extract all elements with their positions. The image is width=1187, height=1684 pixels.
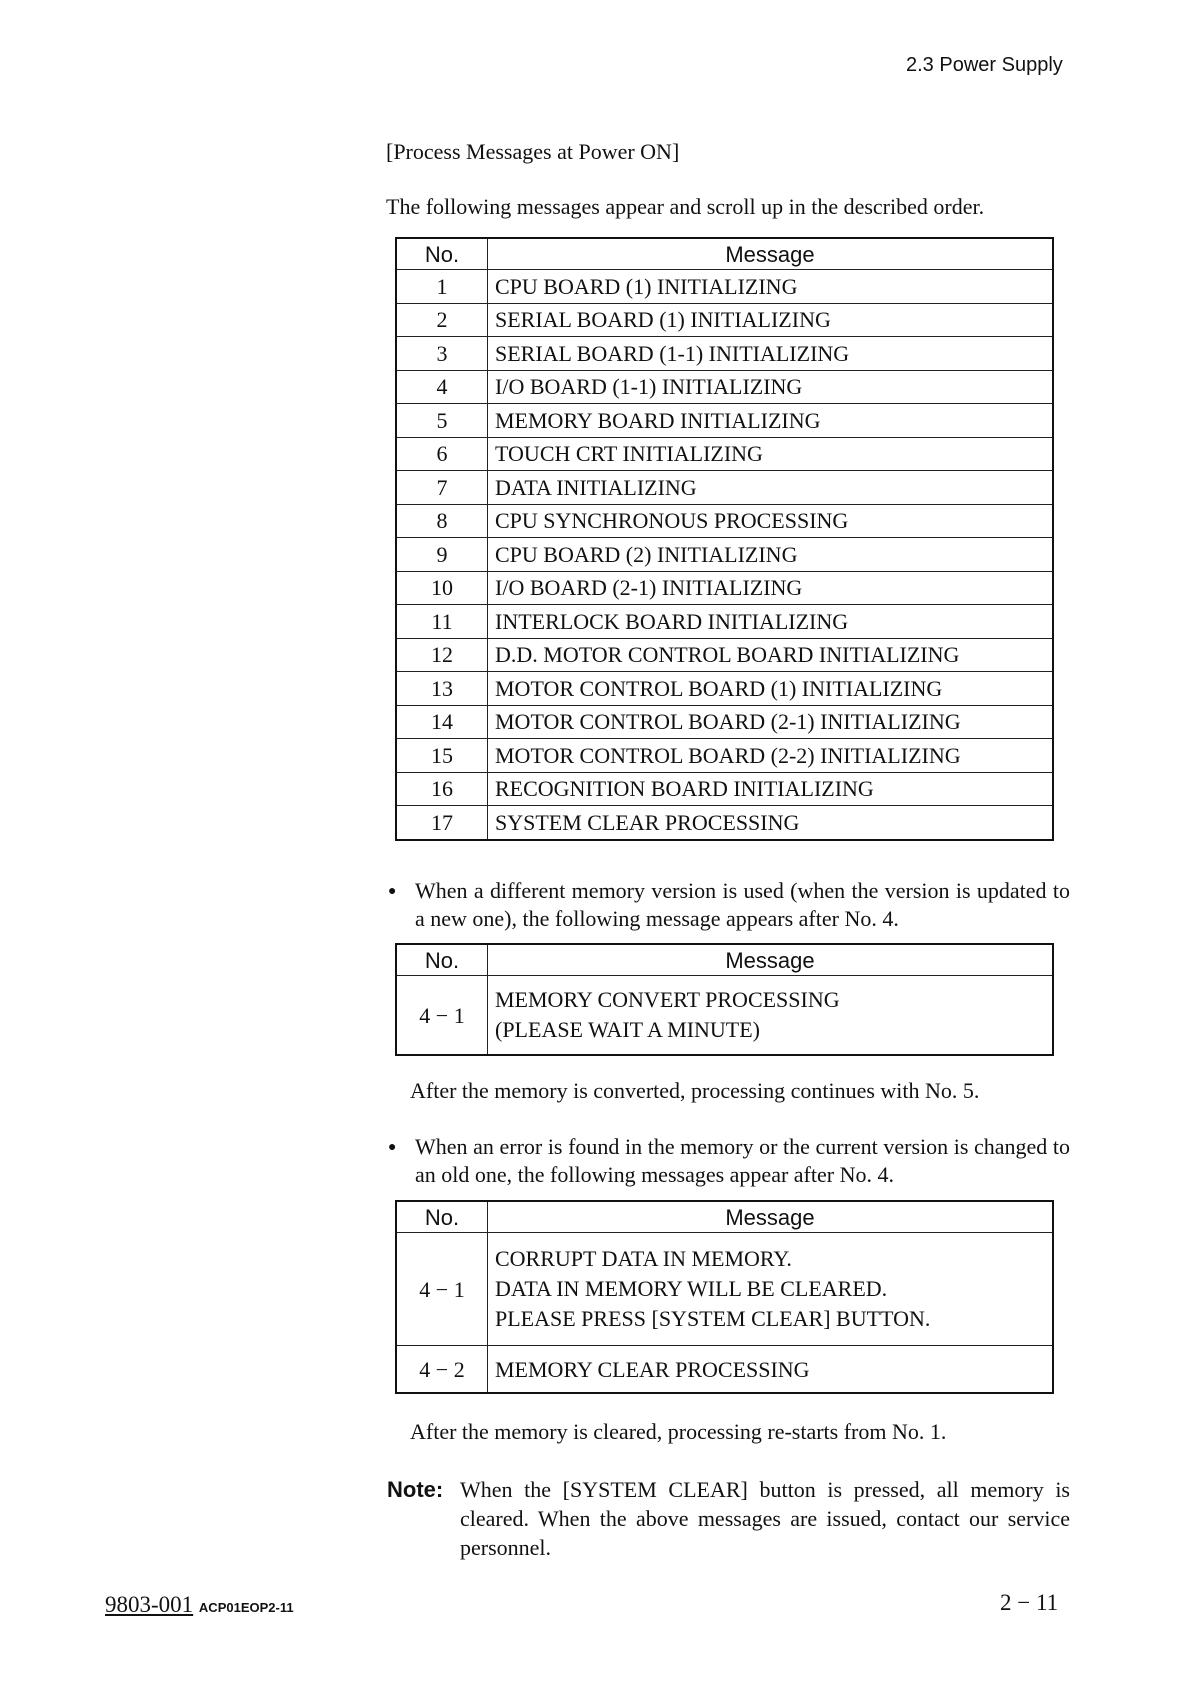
row-no: 2: [396, 303, 488, 337]
message-line: MEMORY CLEAR PROCESSING: [495, 1356, 810, 1382]
document-number: 9803-001: [105, 1592, 194, 1617]
row-message: SERIAL BOARD (1) INITIALIZING: [488, 303, 1054, 337]
table-row: [396, 538, 1053, 572]
table-row: [396, 739, 1053, 773]
message-line: DATA IN MEMORY WILL BE CLEARED.: [495, 1276, 888, 1301]
row-message: TOUCH CRT INITIALIZING: [488, 437, 1054, 471]
table-row: [396, 638, 1053, 672]
table-row: [396, 605, 1053, 639]
row-no: 1: [396, 270, 488, 304]
bullet-icon: ●: [388, 884, 397, 899]
row-message: D.D. MOTOR CONTROL BOARD INITIALIZING: [488, 638, 1054, 672]
messages-table: [395, 237, 1054, 841]
row-message: I/O BOARD (2-1) INITIALIZING: [488, 571, 1054, 605]
after-text-1: After the memory is converted, processing continues with No. 5.: [410, 1078, 980, 1103]
section-title: [Process Messages at Power ON]: [386, 139, 680, 164]
after-text-2: After the memory is cleared, processing re-starts from No. 1.: [410, 1419, 947, 1444]
row-no: 11: [396, 605, 488, 639]
row-message: MOTOR CONTROL BOARD (1) INITIALIZING: [488, 672, 1054, 706]
document-code: ACP01EOP2-11: [198, 1600, 294, 1615]
row-no: 17: [396, 806, 488, 840]
row-message: CPU SYNCHRONOUS PROCESSING: [488, 504, 1054, 538]
row-no: 4 − 1: [396, 976, 488, 1056]
table-row: [396, 437, 1053, 471]
section-header: 2.3 Power Supply: [906, 54, 1063, 76]
table-row: [396, 806, 1053, 840]
row-no: 4 − 1: [396, 1233, 488, 1346]
page-number: 2 − 11: [1000, 1590, 1059, 1615]
row-no: 6: [396, 437, 488, 471]
row-no: 16: [396, 772, 488, 806]
table-row: [396, 772, 1053, 806]
row-no: 5: [396, 404, 488, 438]
message-line: (PLEASE WAIT A MINUTE): [495, 1017, 761, 1042]
col-message: Message: [488, 1201, 1054, 1233]
message-line: CORRUPT DATA IN MEMORY.: [495, 1246, 792, 1271]
memory-error-table: [395, 1200, 1054, 1394]
table-row: [396, 370, 1053, 404]
col-no: No.: [396, 944, 488, 976]
bullet-text-2: When an error is found in the memory or the current version is changed to an old one, the following messages appear after No. 4.: [415, 1134, 1070, 1187]
row-message: CPU BOARD (2) INITIALIZING: [488, 538, 1054, 572]
bullet-icon: ●: [388, 1140, 397, 1155]
row-message: SYSTEM CLEAR PROCESSING: [488, 806, 1054, 840]
row-no: 12: [396, 638, 488, 672]
table-row: [396, 270, 1053, 304]
col-no: No.: [396, 1201, 488, 1233]
row-no: 8: [396, 504, 488, 538]
message-line: PLEASE PRESS [SYSTEM CLEAR] BUTTON.: [495, 1306, 931, 1331]
col-message: Message: [488, 944, 1054, 976]
row-message: MOTOR CONTROL BOARD (2-1) INITIALIZING: [488, 705, 1054, 739]
row-message: I/O BOARD (1-1) INITIALIZING: [488, 370, 1054, 404]
message-line: MEMORY CONVERT PROCESSING: [495, 987, 840, 1012]
row-no: 3: [396, 337, 488, 371]
note-text: When the [SYSTEM CLEAR] button is pressed, all memory is cleared. When the above messages are issued, contact our service personnel.: [460, 1477, 1070, 1560]
col-message: Message: [488, 238, 1054, 270]
row-no: 13: [396, 672, 488, 706]
row-message: RECOGNITION BOARD INITIALIZING: [488, 772, 1054, 806]
row-no: 9: [396, 538, 488, 572]
table-row: [396, 471, 1053, 505]
row-message: MEMORY BOARD INITIALIZING: [488, 404, 1054, 438]
row-no: 4 − 2: [396, 1346, 488, 1394]
row-no: 4: [396, 370, 488, 404]
table-row: [396, 504, 1053, 538]
table-row: [396, 571, 1053, 605]
row-message: CPU BOARD (1) INITIALIZING: [488, 270, 1054, 304]
row-no: 7: [396, 471, 488, 505]
row-message: DATA INITIALIZING: [488, 471, 1054, 505]
row-no: 10: [396, 571, 488, 605]
memory-convert-table: [395, 943, 1054, 1056]
table-row: [396, 337, 1053, 371]
bullet-text-1: When a different memory version is used (when the version is updated to a new one), the following message appears after No. 4.: [415, 878, 1070, 931]
row-no: 15: [396, 739, 488, 773]
table-row: [396, 404, 1053, 438]
row-no: 14: [396, 705, 488, 739]
row-message: MOTOR CONTROL BOARD (2-2) INITIALIZING: [488, 739, 1054, 773]
note-label: Note:: [387, 1477, 444, 1502]
table-row: [396, 672, 1053, 706]
table-row: [396, 303, 1053, 337]
row-message: SERIAL BOARD (1-1) INITIALIZING: [488, 337, 1054, 371]
row-message: INTERLOCK BOARD INITIALIZING: [488, 605, 1054, 639]
col-no: No.: [396, 238, 488, 270]
intro-text: The following messages appear and scroll up in the described order.: [386, 194, 985, 219]
table-row: [396, 705, 1053, 739]
